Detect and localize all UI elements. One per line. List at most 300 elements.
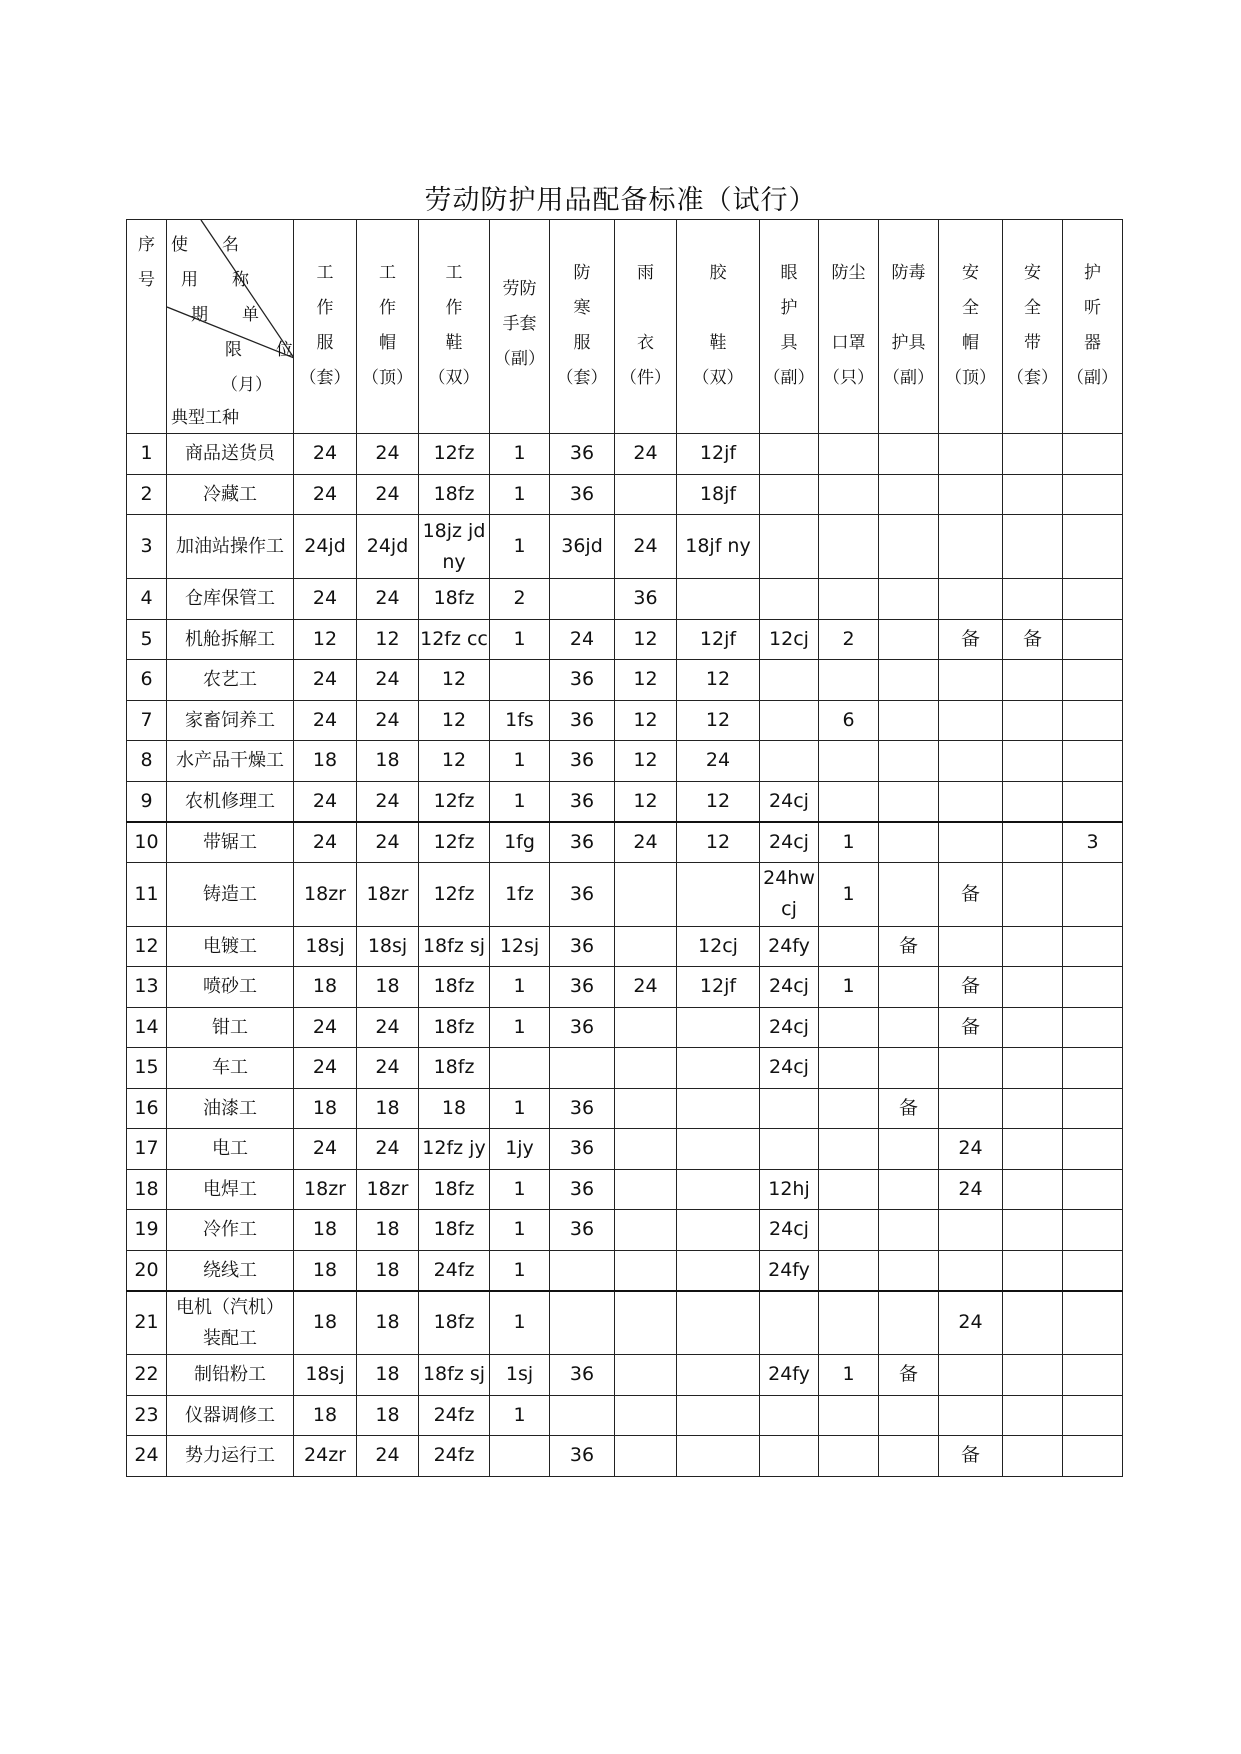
ppe-value: 1 xyxy=(490,1395,550,1436)
ppe-value: 备 xyxy=(939,967,1003,1008)
ppe-value xyxy=(879,1129,939,1170)
ppe-value xyxy=(819,1048,879,1089)
ppe-value xyxy=(1063,1291,1123,1355)
ppe-value: 12 xyxy=(419,660,490,701)
job-type: 商品送货员 xyxy=(167,434,294,475)
ppe-value xyxy=(490,1048,550,1089)
column-header-char: （双） xyxy=(428,368,480,388)
ppe-value xyxy=(615,1250,677,1291)
ppe-value: 12jf xyxy=(677,619,760,660)
ppe-value xyxy=(760,1395,819,1436)
ppe-value: 18 xyxy=(357,1395,419,1436)
ppe-value xyxy=(1063,1355,1123,1396)
ppe-value xyxy=(1003,579,1063,620)
ppe-value: 2 xyxy=(819,619,879,660)
ppe-value xyxy=(760,1129,819,1170)
row-number: 15 xyxy=(127,1048,167,1089)
table-row xyxy=(127,1250,1123,1291)
ppe-value xyxy=(615,1436,677,1477)
column-header-char: 鞋 xyxy=(709,333,727,353)
ppe-value: 24 xyxy=(294,579,357,620)
corner-line: 期 单 xyxy=(191,305,259,325)
ppe-value: 18fz xyxy=(419,579,490,620)
ppe-value: 24 xyxy=(357,579,419,620)
ppe-value: 24 xyxy=(357,1007,419,1048)
column-header-char: 全 xyxy=(1024,298,1041,318)
ppe-value xyxy=(677,1355,760,1396)
column-header-char: 护具 xyxy=(891,333,926,353)
ppe-value: 36 xyxy=(550,1088,615,1129)
ppe-value xyxy=(1003,1210,1063,1251)
ppe-value: 18fz xyxy=(419,1007,490,1048)
ppe-value: 1 xyxy=(490,781,550,822)
column-header xyxy=(357,220,419,434)
ppe-value: 36 xyxy=(550,926,615,967)
ppe-value xyxy=(550,1250,615,1291)
table-row xyxy=(127,434,1123,475)
ppe-value: 18 xyxy=(357,1291,419,1355)
ppe-value: 24fy xyxy=(760,926,819,967)
ppe-value: 12cj xyxy=(760,619,819,660)
ppe-value: 18sj xyxy=(294,1355,357,1396)
ppe-value: 12 xyxy=(615,781,677,822)
ppe-value xyxy=(879,579,939,620)
column-header-char: 服 xyxy=(316,333,334,353)
column-header xyxy=(550,220,615,434)
column-header-char: 手套 xyxy=(502,314,537,334)
ppe-value: 18jf ny xyxy=(677,515,760,579)
table-row xyxy=(127,515,1123,579)
ppe-value xyxy=(760,741,819,782)
table-row xyxy=(127,781,1123,822)
ppe-value xyxy=(939,660,1003,701)
column-header-char: （只） xyxy=(823,368,874,388)
ppe-value: 24 xyxy=(294,1129,357,1170)
ppe-value xyxy=(1063,1210,1123,1251)
ppe-value: 1 xyxy=(490,619,550,660)
seq-header xyxy=(127,220,167,434)
ppe-value xyxy=(879,1048,939,1089)
ppe-value: 备 xyxy=(879,926,939,967)
ppe-value xyxy=(677,579,760,620)
ppe-value xyxy=(939,822,1003,863)
ppe-value xyxy=(1003,1291,1063,1355)
ppe-value xyxy=(879,660,939,701)
job-type: 冷藏工 xyxy=(167,474,294,515)
ppe-value xyxy=(550,1395,615,1436)
column-header xyxy=(879,220,939,434)
ppe-value: 18zr xyxy=(357,862,419,926)
ppe-value: 24cj xyxy=(760,967,819,1008)
ppe-value: 12sj xyxy=(490,926,550,967)
ppe-value: 18 xyxy=(357,967,419,1008)
table-row xyxy=(127,741,1123,782)
job-type: 电镀工 xyxy=(167,926,294,967)
ppe-value xyxy=(819,1436,879,1477)
column-header-char: 防 xyxy=(573,263,591,283)
column-header xyxy=(490,220,550,434)
ppe-value xyxy=(879,434,939,475)
ppe-value xyxy=(1003,1395,1063,1436)
ppe-value: 备 xyxy=(879,1355,939,1396)
column-header xyxy=(419,220,490,434)
table-row xyxy=(127,1436,1123,1477)
ppe-value xyxy=(615,1048,677,1089)
ppe-value: 备 xyxy=(879,1088,939,1129)
row-number: 7 xyxy=(127,700,167,741)
column-header-char: 胶 xyxy=(709,263,727,283)
column-header-char xyxy=(677,291,759,326)
ppe-value: 备 xyxy=(1003,619,1063,660)
ppe-value xyxy=(879,1436,939,1477)
ppe-value: 24cj xyxy=(760,1210,819,1251)
job-type: 水产品干燥工 xyxy=(167,741,294,782)
column-header-char: （副） xyxy=(883,368,934,388)
ppe-value: 1 xyxy=(819,862,879,926)
ppe-value xyxy=(879,474,939,515)
table-row xyxy=(127,474,1123,515)
ppe-value xyxy=(490,1436,550,1477)
ppe-value: 24cj xyxy=(760,1007,819,1048)
column-header-char: （套） xyxy=(1007,368,1058,388)
job-type: 加油站操作工 xyxy=(167,515,294,579)
ppe-value xyxy=(939,474,1003,515)
ppe-value xyxy=(615,1210,677,1251)
ppe-value: 备 xyxy=(939,1007,1003,1048)
ppe-value: 18sj xyxy=(357,926,419,967)
ppe-value xyxy=(615,862,677,926)
ppe-value: 3 xyxy=(1063,822,1123,863)
ppe-value: 1 xyxy=(490,515,550,579)
column-header-char: 帽 xyxy=(379,333,396,353)
ppe-value: 12 xyxy=(615,619,677,660)
table-row xyxy=(127,660,1123,701)
ppe-value: 1 xyxy=(490,1007,550,1048)
ppe-value xyxy=(819,1291,879,1355)
row-number: 22 xyxy=(127,1355,167,1396)
column-header-char xyxy=(879,291,938,326)
row-number: 11 xyxy=(127,862,167,926)
table-row xyxy=(127,1291,1123,1355)
ppe-value: 12jf xyxy=(677,967,760,1008)
ppe-value xyxy=(819,660,879,701)
ppe-value xyxy=(760,434,819,475)
column-header-char: 带 xyxy=(1024,333,1041,353)
ppe-value: 1fg xyxy=(490,822,550,863)
ppe-value: 12 xyxy=(419,741,490,782)
ppe-value: 18 xyxy=(357,741,419,782)
ppe-value xyxy=(1003,474,1063,515)
ppe-value xyxy=(677,1436,760,1477)
ppe-value: 18fz xyxy=(419,967,490,1008)
ppe-value xyxy=(677,1210,760,1251)
ppe-value xyxy=(1003,967,1063,1008)
table-row xyxy=(127,579,1123,620)
column-header-char: 护 xyxy=(1084,263,1101,283)
row-number: 6 xyxy=(127,660,167,701)
ppe-value: 24fz xyxy=(419,1436,490,1477)
ppe-value: 24fy xyxy=(760,1355,819,1396)
ppe-value: 18zr xyxy=(294,1169,357,1210)
ppe-value xyxy=(879,822,939,863)
ppe-value: 36 xyxy=(550,862,615,926)
ppe-value xyxy=(879,1210,939,1251)
ppe-value: 18fz sj xyxy=(419,1355,490,1396)
ppe-value: 24jd xyxy=(357,515,419,579)
ppe-value xyxy=(615,474,677,515)
ppe-value xyxy=(1003,1169,1063,1210)
ppe-value: 24cj xyxy=(760,1048,819,1089)
ppe-value xyxy=(939,1048,1003,1089)
ppe-value xyxy=(939,1250,1003,1291)
ppe-value xyxy=(677,1169,760,1210)
ppe-value xyxy=(819,1395,879,1436)
ppe-value xyxy=(1003,1007,1063,1048)
ppe-value: 18zr xyxy=(357,1169,419,1210)
ppe-value xyxy=(1003,862,1063,926)
ppe-value: 18 xyxy=(357,1210,419,1251)
ppe-value xyxy=(677,1007,760,1048)
ppe-value: 1 xyxy=(490,1088,550,1129)
table-row xyxy=(127,1210,1123,1251)
ppe-value: 1fz xyxy=(490,862,550,926)
column-header-char: 作 xyxy=(445,298,463,318)
row-number: 24 xyxy=(127,1436,167,1477)
row-number: 1 xyxy=(127,434,167,475)
column-header xyxy=(939,220,1003,434)
column-header-char: 听 xyxy=(1084,298,1101,318)
ppe-value xyxy=(1063,781,1123,822)
ppe-value: 12 xyxy=(357,619,419,660)
column-header-char: 工 xyxy=(316,263,334,283)
ppe-value xyxy=(677,1395,760,1436)
row-number: 19 xyxy=(127,1210,167,1251)
column-header-char: （件） xyxy=(620,368,671,388)
ppe-value xyxy=(819,434,879,475)
table-row xyxy=(127,822,1123,863)
ppe-value xyxy=(1063,1129,1123,1170)
column-header-char: （套） xyxy=(299,368,351,388)
row-number: 8 xyxy=(127,741,167,782)
ppe-value xyxy=(879,862,939,926)
ppe-value: 24 xyxy=(615,515,677,579)
column-header-char xyxy=(819,291,878,326)
ppe-value: 备 xyxy=(939,619,1003,660)
row-number: 20 xyxy=(127,1250,167,1291)
ppe-value xyxy=(550,579,615,620)
ppe-value: 24 xyxy=(357,700,419,741)
ppe-value: 6 xyxy=(819,700,879,741)
ppe-value xyxy=(615,1129,677,1170)
row-number: 14 xyxy=(127,1007,167,1048)
ppe-value xyxy=(1003,1355,1063,1396)
ppe-value: 36 xyxy=(550,700,615,741)
ppe-value: 36 xyxy=(550,1129,615,1170)
ppe-value: 36 xyxy=(550,474,615,515)
ppe-value: 24hw cj xyxy=(760,862,819,926)
column-header-char: 作 xyxy=(316,298,334,318)
ppe-value: 18 xyxy=(294,1250,357,1291)
ppe-value: 18fz xyxy=(419,1291,490,1355)
table-row xyxy=(127,1088,1123,1129)
ppe-value: 1 xyxy=(490,1169,550,1210)
ppe-value: 36 xyxy=(615,579,677,620)
ppe-value: 24 xyxy=(294,700,357,741)
ppe-value: 18 xyxy=(294,1210,357,1251)
ppe-value xyxy=(1063,926,1123,967)
ppe-value xyxy=(1063,862,1123,926)
ppe-value xyxy=(1003,926,1063,967)
column-header-char: 鞋 xyxy=(445,333,463,353)
ppe-value xyxy=(1003,1048,1063,1089)
ppe-value: 24 xyxy=(615,822,677,863)
ppe-value: 12cj xyxy=(677,926,760,967)
ppe-value: 24 xyxy=(294,822,357,863)
ppe-value xyxy=(1003,1088,1063,1129)
ppe-value: 12 xyxy=(294,619,357,660)
column-header-char: 器 xyxy=(1084,333,1101,353)
column-header-char: （套） xyxy=(556,368,608,388)
column-header xyxy=(294,220,357,434)
ppe-value xyxy=(760,1291,819,1355)
ppe-value xyxy=(939,579,1003,620)
ppe-value: 12 xyxy=(677,781,760,822)
ppe-value xyxy=(615,926,677,967)
ppe-value: 18fz xyxy=(419,1210,490,1251)
ppe-value: 1 xyxy=(819,822,879,863)
column-header xyxy=(1003,220,1063,434)
ppe-value: 18 xyxy=(357,1355,419,1396)
job-type: 冷作工 xyxy=(167,1210,294,1251)
column-header-char: 工 xyxy=(379,263,396,283)
ppe-value xyxy=(939,741,1003,782)
ppe-value xyxy=(615,1355,677,1396)
ppe-value xyxy=(1003,700,1063,741)
corner-line: 限 位 xyxy=(225,340,293,360)
ppe-value: 18 xyxy=(294,1395,357,1436)
ppe-value: 1 xyxy=(490,1291,550,1355)
ppe-value: 36 xyxy=(550,967,615,1008)
ppe-value xyxy=(615,1088,677,1129)
ppe-value xyxy=(1063,1048,1123,1089)
ppe-value: 24 xyxy=(939,1169,1003,1210)
table-row xyxy=(127,862,1123,926)
ppe-value: 36 xyxy=(550,1210,615,1251)
column-header-char: 雨 xyxy=(637,263,654,283)
ppe-value: 12hj xyxy=(760,1169,819,1210)
ppe-value xyxy=(939,1210,1003,1251)
ppe-value xyxy=(939,1088,1003,1129)
ppe-value xyxy=(677,1088,760,1129)
column-header-char: 工 xyxy=(445,263,463,283)
ppe-value: 24 xyxy=(357,660,419,701)
ppe-value xyxy=(1003,822,1063,863)
ppe-value: 24 xyxy=(357,1129,419,1170)
ppe-value xyxy=(490,660,550,701)
seq-header-char: 号 xyxy=(138,270,155,290)
ppe-value: 24 xyxy=(357,781,419,822)
ppe-value xyxy=(1063,579,1123,620)
column-header-char: 口罩 xyxy=(831,333,866,353)
ppe-value xyxy=(939,700,1003,741)
table-row xyxy=(127,1355,1123,1396)
column-header-char: 护 xyxy=(780,298,798,318)
row-number: 5 xyxy=(127,619,167,660)
corner-labels xyxy=(171,228,293,433)
ppe-value: 36 xyxy=(550,660,615,701)
ppe-value xyxy=(677,1129,760,1170)
ppe-value: 1 xyxy=(490,1210,550,1251)
ppe-value xyxy=(677,1048,760,1089)
ppe-value: 1jy xyxy=(490,1129,550,1170)
ppe-value: 18sj xyxy=(294,926,357,967)
ppe-value: 18fz xyxy=(419,1169,490,1210)
table-row xyxy=(127,619,1123,660)
column-header xyxy=(819,220,879,434)
row-number: 3 xyxy=(127,515,167,579)
ppe-value xyxy=(1063,619,1123,660)
ppe-value xyxy=(879,1169,939,1210)
column-header-char: 安 xyxy=(1024,263,1041,283)
table-row xyxy=(127,1048,1123,1089)
ppe-value: 24 xyxy=(294,434,357,475)
ppe-value: 24 xyxy=(550,619,615,660)
ppe-value: 24 xyxy=(294,781,357,822)
ppe-value: 36jd xyxy=(550,515,615,579)
ppe-value: 12 xyxy=(615,741,677,782)
column-header-char: 眼 xyxy=(780,263,798,283)
ppe-value xyxy=(615,1169,677,1210)
ppe-value: 18 xyxy=(357,1088,419,1129)
ppe-value: 18 xyxy=(419,1088,490,1129)
ppe-value xyxy=(1063,1169,1123,1210)
ppe-value xyxy=(819,1007,879,1048)
corner-bottom-label: 典型工种 xyxy=(171,408,239,428)
ppe-value xyxy=(879,1395,939,1436)
column-header-char: （副） xyxy=(494,349,545,369)
ppe-value: 备 xyxy=(939,862,1003,926)
ppe-value: 24cj xyxy=(760,822,819,863)
ppe-value xyxy=(819,474,879,515)
ppe-value xyxy=(819,1169,879,1210)
seq-header-char: 序 xyxy=(138,235,155,255)
job-type: 农艺工 xyxy=(167,660,294,701)
column-header-char: 安 xyxy=(962,263,979,283)
ppe-value xyxy=(760,474,819,515)
ppe-value xyxy=(677,1250,760,1291)
job-type: 钳工 xyxy=(167,1007,294,1048)
column-header-char: 劳防 xyxy=(502,279,537,299)
ppe-value: 36 xyxy=(550,741,615,782)
ppe-value xyxy=(879,967,939,1008)
ppe-value xyxy=(819,579,879,620)
row-number: 18 xyxy=(127,1169,167,1210)
ppe-value xyxy=(615,1007,677,1048)
job-type: 家畜饲养工 xyxy=(167,700,294,741)
ppe-value: 24jd xyxy=(294,515,357,579)
ppe-value: 12 xyxy=(677,700,760,741)
job-type: 电工 xyxy=(167,1129,294,1170)
ppe-value: 12 xyxy=(615,700,677,741)
job-type: 铸造工 xyxy=(167,862,294,926)
ppe-value xyxy=(879,619,939,660)
column-header-char: （双） xyxy=(692,368,744,388)
ppe-value xyxy=(760,700,819,741)
ppe-value xyxy=(550,1291,615,1355)
job-type: 机舱拆解工 xyxy=(167,619,294,660)
ppe-value xyxy=(1063,515,1123,579)
column-header-char: （顶） xyxy=(362,368,413,388)
